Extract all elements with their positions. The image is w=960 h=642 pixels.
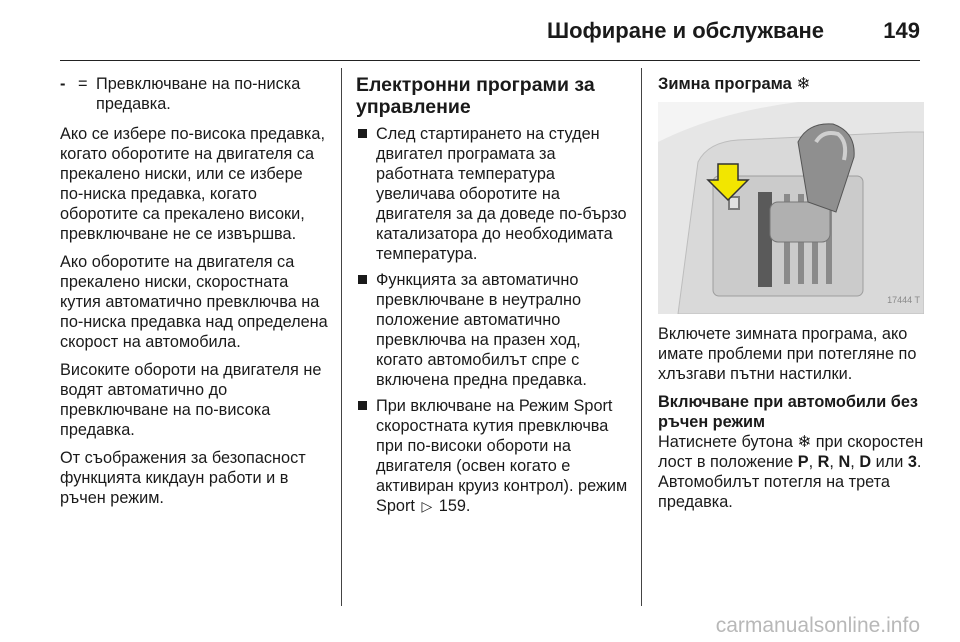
- dash-text: Превключване на по-ниска предавка.: [96, 75, 301, 113]
- gear-label: D: [859, 453, 872, 471]
- bullet-list: [356, 124, 628, 516]
- gear-label: P: [797, 453, 809, 471]
- middle-column: [356, 74, 628, 522]
- page-header: [60, 10, 920, 56]
- paragraph: Ако оборотите на двигателя са прекалено ниски, скоростната кутия автоматично превключва на по-ниска предавка над определена скорост на автомобила.: [60, 253, 328, 351]
- page-title: Шофиране и обслужване: [546, 18, 824, 43]
- figure-id: 17444 T: [887, 295, 920, 305]
- watermark: carmanualsonline.info: [715, 614, 920, 637]
- winter-program-heading: [658, 74, 924, 94]
- section-title: Електронни програми за управление: [356, 74, 595, 118]
- eq-mark: =: [78, 75, 88, 93]
- paragraph: Включете зимната програма, ако имате проблеми при потегляне по хлъзгави пътни настилки.: [658, 325, 917, 383]
- column-divider-2: [641, 68, 642, 606]
- gear-label: R: [817, 453, 830, 471]
- gear-label: 3: [907, 453, 917, 471]
- paragraph: От съображения за безопасност функцията кикдаун работи и в ръчен режим.: [60, 449, 306, 507]
- list-item: [356, 124, 628, 264]
- gear-selector-illustration: [658, 102, 924, 314]
- list-item: [356, 396, 628, 516]
- snowflake-icon: ❄: [796, 75, 811, 93]
- bullet-square-icon: [358, 129, 367, 138]
- paragraph: Ако се избере по-висока предавка, когато оборотите на двигателя са прекалено ниски, или се избере по-ниска предавка, когато оборотите са прекалено високи, превключване не се извършва.: [60, 125, 325, 243]
- subheading: Включване при автомобили без ръчен режим: [658, 393, 919, 431]
- bullet-square-icon: [358, 401, 367, 410]
- snowflake-icon: ❄: [797, 433, 812, 451]
- bullet-text: Функцията за автоматично превключване в неутрално положение автоматично превключва на празен ход, когато автомобилът спре с включена предна предавка.: [376, 271, 587, 389]
- bullet-square-icon: [358, 275, 367, 284]
- bullet-text: При включване на Режим Sport скоростната кутия превключва при по-високи обороти на двигателя (освен когато е активиран круиз контрол). режим Sport: [376, 397, 628, 515]
- right-column: [658, 74, 924, 520]
- bullet-text: След стартирането на студен двигател програмата за работната температура увеличава оборотите на двигателя за да доведе по-бързо катализатора до необходимата температура.: [376, 125, 627, 263]
- page-reference-link[interactable]: 159.: [438, 497, 471, 515]
- gear-selector-drawing: [658, 102, 924, 314]
- page-number: 149: [883, 18, 920, 43]
- left-column: [60, 74, 328, 516]
- gear-label: N: [838, 453, 851, 471]
- page-reference-icon: ▷: [421, 498, 433, 514]
- header-rule: [60, 60, 920, 61]
- paragraph: Високите обороти на двигателя не водят автоматично до превключване на по-висока предавка.: [60, 361, 322, 439]
- winter-program-title: Зимна програма: [658, 75, 792, 93]
- dash-mark: -: [60, 75, 66, 93]
- column-divider-1: [341, 68, 342, 606]
- instruction-paragraph: Натиснете бутона ❄ при скоростен лост в положение P, R, N, D или 3. Автомобилът потегля на трета предавка.: [658, 433, 924, 511]
- list-item: [356, 270, 628, 390]
- dash-item: [60, 74, 328, 114]
